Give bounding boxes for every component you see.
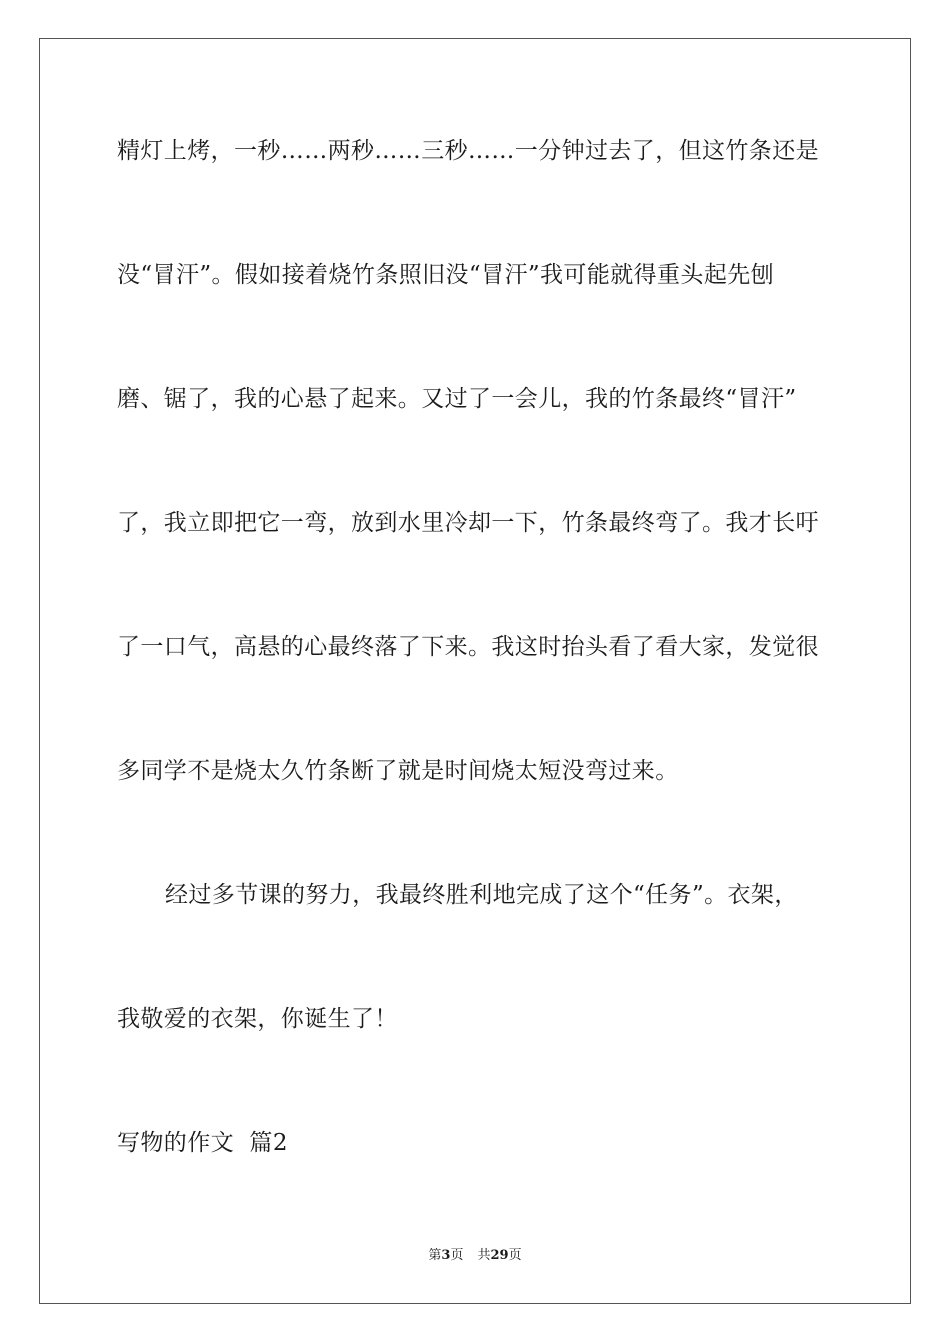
page-suffix: 页	[450, 1248, 464, 1263]
page-total: 29	[490, 1248, 509, 1263]
paragraph-line-3: 磨、锯了，我的心悬了起来。又过了一会儿，我的竹条最终“冒汗”	[117, 386, 797, 412]
page-number: 3	[441, 1248, 451, 1263]
total-prefix: 共	[477, 1248, 491, 1263]
paragraph-line-1: 精灯上烤，一秒……两秒……三秒……一分钟过去了，但这竹条还是	[117, 138, 819, 164]
paragraph-line-5: 了一口气，高悬的心最终落了下来。我这时抬头看了看大家，发觉很	[117, 634, 819, 660]
page-footer	[0, 1247, 950, 1265]
section-heading: 写物的作文 篇2	[117, 1130, 288, 1156]
paragraph-line-4: 了，我立即把它一弯，放到水里冷却一下，竹条最终弯了。我才长吁	[117, 510, 819, 536]
page-prefix: 第	[428, 1248, 442, 1263]
total-suffix: 页	[508, 1248, 522, 1263]
paragraph-line-2: 没“冒汗”。假如接着烧竹条照旧没“冒汗”我可能就得重头起先刨	[117, 262, 775, 288]
paragraph-line-7: 经过多节课的努力，我最终胜利地完成了这个“任务”。衣架，	[165, 882, 798, 908]
page-border	[39, 38, 911, 1304]
paragraph-line-6: 多同学不是烧太久竹条断了就是时间烧太短没弯过来。	[117, 758, 679, 784]
paragraph-line-8: 我敬爱的衣架，你诞生了！	[117, 1006, 398, 1032]
